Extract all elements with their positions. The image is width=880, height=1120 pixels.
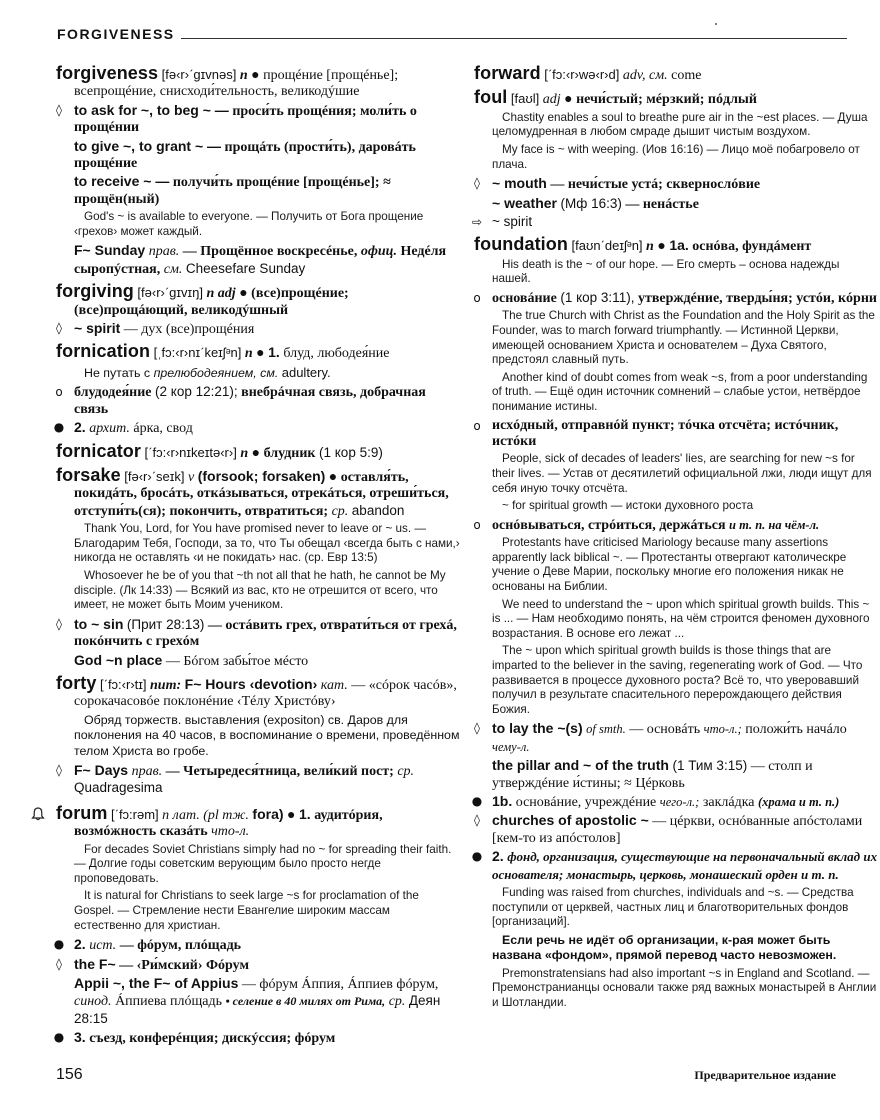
subsense-ru: основáние (492, 291, 557, 306)
entry-forum (53, 802, 460, 1048)
bullet-icon: ● (251, 445, 261, 461)
idiom-ru: — ‹Ри́мский› Фóрум (119, 957, 249, 973)
example: Chastity enables a soul to breathe pure air in the ~est places. — Душа целомудренная в любом смраде дышит чистым воздухом. (492, 110, 868, 139)
idiom-ru: Недéля сыропýстная, (74, 244, 447, 277)
example: The ~ upon which spiritual growth builds is those things that are imparted to the believer in the saving, regenerating work of God. — Что развивается в процессе духовного роста? Всё то, что уверовавший получил в результате спасительного перерождающего действия Божия. (492, 644, 863, 716)
idiom-en: F~ Days (74, 761, 129, 778)
entry-foul (471, 87, 878, 231)
example: Funding was raised from churches, individuals and ~s. — Средства поступили от церквей, частных лиц и благотворительных фондов [организаций]. (492, 885, 854, 929)
label: кат. (320, 677, 348, 693)
subsense-ru: оснóвываться, стрóиться, держáться (492, 517, 726, 533)
circle-icon: о (473, 291, 481, 305)
see-also (471, 214, 878, 231)
idiom (56, 975, 460, 1028)
idiom (56, 956, 460, 974)
diamond-icon: ◊ (56, 762, 62, 777)
note-text: Не путать с (84, 365, 151, 380)
running-head-rule (181, 38, 847, 39)
bullet-icon: ● (239, 286, 248, 302)
bullet-icon: ● (251, 68, 260, 83)
bullet-icon: ● (471, 793, 483, 808)
idiom-en: the F~ (74, 955, 116, 972)
gloss-note: • селение в 40 милях от Рима, (225, 994, 386, 1009)
idiom (56, 652, 460, 670)
definition: — «сóрок часóв», сорокачасовóе поклонéние ‹Тéлу Христóву› (74, 677, 457, 710)
idiom-ru: — цéркви, оснóванные апóстолами [кем-то из апóстолов] (492, 814, 863, 846)
example: People, sick of decades of leaders' lies, are searching for new ~s for their lives. — Устав от десятилетий официальной лжи, люди ищут для себя иную точку отсчёта. (492, 452, 872, 495)
entry-forward (474, 64, 878, 84)
transcription: [fə‹r›ˊgɪvɪŋ] (137, 285, 204, 301)
label: офиц. (360, 244, 397, 260)
bullet-icon: ● (471, 849, 483, 864)
example: Premonstratensians had also important ~s in England and Scotland. — Премонстранианцы основали также ряд важных монастырей в Англии и Шотландии. (492, 966, 877, 1009)
bullet-icon: ● (328, 469, 338, 485)
label: прав. (131, 763, 163, 779)
idiom (56, 138, 460, 173)
circle-icon: о (473, 418, 481, 433)
headword: forgiveness (56, 63, 159, 83)
bell-icon (30, 806, 46, 822)
example: Whosoever he be of you that ~th not all that he hath, he cannot be My disciple. (Лк 14:33) — Всякий из вас, кто не отрешится от всего, что имеет, не может быть Моим учеником. (74, 568, 446, 612)
bullet-icon: ● (53, 1030, 65, 1045)
sense-number: 2. (74, 419, 86, 436)
definition: фонд, организация, существующие на первоначальный вклад их основателя; монастырь, церковь, монашеский орден и т. п. (492, 849, 878, 882)
example: For decades Soviet Christians simply had no ~ for spreading their faith. — Долгие годы советским верующим было просто негде проповедовать. (74, 842, 452, 885)
sense (53, 419, 460, 437)
see-label: ср. (388, 994, 406, 1010)
sense (471, 848, 878, 884)
subsense-ru: внебрáчная связь, добрачная связь (74, 385, 426, 417)
definition: — фóрум, плóщадь (119, 938, 242, 954)
part-of-speech: n (240, 445, 249, 461)
idiom (474, 175, 878, 193)
usage-note (56, 365, 460, 381)
part-of-speech: adv, (622, 68, 646, 83)
bullet-icon: ● (256, 346, 265, 362)
headword: fornicator (56, 440, 142, 461)
idiom-en: F~ Sunday (74, 242, 146, 259)
see-label: ср. (331, 503, 349, 519)
idiom-ru: проси́ть прощéния; моли́ть о прощéнии (74, 103, 417, 136)
definition: оснóва, фундáмент (692, 239, 812, 255)
transcription: [ˊfɔ:‹r›tɪ] (100, 676, 147, 692)
idiom-en: ~ weather (492, 194, 557, 211)
bible-reference: (Прит 28:13) (126, 616, 205, 632)
idiom (56, 173, 460, 208)
label: что-л.; (703, 722, 742, 737)
bible-reference: (1 Тим 3:15) (672, 758, 748, 774)
idiom (56, 762, 460, 798)
entry-forsake (56, 466, 460, 670)
circle-icon: о (473, 517, 481, 532)
subsense-ru: исхóдный, отправнóй пункт; тóчка отсчёта; истóчник, истóки (492, 417, 839, 449)
label: (храма и т. п.) (758, 794, 840, 809)
definition: нечи́стый; мéрзкий; пóдлый (576, 92, 757, 108)
usage-note: Если речь не идёт об организации, к-рая может быть названа «фондом», прямой перевод часто невозможен. (492, 932, 837, 963)
entry-foundation (471, 234, 878, 1010)
transcription: [faʊnˊdeɪʃᵊn] (571, 238, 643, 254)
idiom (474, 757, 878, 792)
idiom-ru: — столп и утверждéние и́стины; ≈ Цéрковь (492, 759, 813, 791)
idiom (56, 242, 460, 278)
part-of-speech: num: (150, 677, 182, 693)
example: My face is ~ with weeping. (Иов 16:16) — Лицо моё побагровело от плача. (492, 143, 860, 171)
sense-number: 2. (74, 936, 86, 953)
usage-note: Обряд торжеств. выставления (expositon) св. Даров для поклонения на 40 часов, в воспоминание о времени, проведённом телом Христа во гробе. (74, 712, 460, 758)
idiom-ru: положи́ть начáло (745, 722, 847, 738)
headword: foul (474, 87, 508, 108)
idiom-ru: — основáть (629, 722, 701, 738)
idiom (56, 320, 460, 338)
bullet-icon: ● (53, 937, 65, 952)
example: His death is the ~ of our hope. — Его смерть – основа надежды нашей. (492, 257, 840, 286)
transcription: [ˊfɔ:rəm] (111, 806, 159, 822)
definition: (все)прощéние; (все)прощáющий, великодýшный (74, 286, 349, 318)
label: чему-л. (492, 739, 530, 754)
idiom-en: ~ spirit (74, 320, 121, 337)
part-of-speech: n adj (206, 286, 236, 302)
label: и т. п. на чём-л. (729, 517, 820, 532)
part-of-speech: n (244, 346, 253, 362)
cross-reference: abandon (351, 502, 405, 518)
headword: fornication (56, 341, 151, 362)
definition: оставля́ть, покидáть, бросáть, откáзываться, отрекáться, отреши́ться, отступи́ть(ся); покончить, отвратиться; (74, 469, 449, 519)
transcription: [ˊfɔ:‹r›wə‹r›d] (544, 67, 620, 82)
sense-number: 1b. (492, 792, 513, 809)
example: The true Church with Christ as the Foundation and the Holy Spirit as the Founder, was to march forward triumphantly. — Истинной Церкви, имеющей основанием Христа и основателем – Духа Святого, предстоял славный путь. (492, 309, 875, 367)
bible-reference: (Мф 16:3) (560, 195, 622, 211)
idiom (474, 720, 878, 756)
bullet-icon: ● (564, 92, 573, 108)
subsense (474, 418, 878, 451)
transcription: [fə‹r›ˊseɪk] (124, 468, 185, 484)
sense (471, 792, 878, 811)
label: архит. (89, 421, 130, 437)
idiom (56, 616, 460, 651)
transcription: [fə‹r›ˊgɪvnəs] (161, 67, 237, 82)
diamond-icon: ◊ (56, 616, 62, 631)
cross-reference: adultery. (281, 364, 331, 380)
subsense (474, 290, 878, 307)
headword: forgiving (56, 281, 134, 302)
idiom-ru: — Бóгом забы́тое мéсто (165, 653, 309, 669)
circle-icon: о (55, 385, 63, 400)
definition: áрка, свод (133, 421, 193, 437)
see-label: ср. (397, 763, 415, 779)
sense (53, 1029, 460, 1047)
bible-reference: (1 кор 5:9) (319, 444, 383, 460)
label: чего-л.; (659, 794, 700, 809)
diamond-icon: ◊ (56, 956, 62, 971)
idiom-en: to ask for ~, to beg ~ — (74, 101, 229, 118)
subsense (474, 517, 878, 534)
idiom-ru: Áппиева плóщадь (115, 994, 222, 1010)
sense (53, 936, 460, 954)
example: God's ~ is available to everyone. — Получить от Бога прощение ‹грехов› может каждый. (74, 210, 424, 238)
bullet-icon: ● (287, 807, 296, 823)
idiom-en: churches of apostolic ~ (492, 812, 649, 829)
arrow-right-icon: ⇨ (471, 215, 483, 229)
sense-number: 2. (492, 848, 504, 865)
columns (0, 64, 880, 1052)
definition: заклáдка (702, 794, 755, 810)
idiom-ru: — дух (все)прощéния (123, 322, 255, 338)
cross-reference: ~ spirit (492, 214, 533, 229)
idiom (474, 195, 878, 213)
sense-number: 1a. (669, 237, 689, 254)
label: что-л. (211, 824, 250, 840)
headword: foundation (474, 234, 568, 255)
sense-number: 1. (299, 805, 311, 822)
running-head-title: FORGIVENESS (57, 26, 175, 42)
idiom-en: Appii ~, the F~ of Appius (74, 974, 239, 991)
idiom-ru: — Четыредеся́тница, вели́кий пост; (165, 763, 394, 779)
label: ист. (89, 938, 117, 954)
page-footer (56, 1066, 836, 1104)
entry-forty (56, 674, 460, 798)
example: Thank You, Lord, for You have promised never to leave or ~ us. — Благодарим Тебя, Господи, за то, что Ты обещал ‹всегда быть с нами,› никогда не оставлять ‹и не покидать› нас. (ср. Евр 13:5) (74, 522, 460, 565)
idiom-ru: — нечи́стые устá; сквернослóвие (550, 177, 761, 193)
definition: прощéние [прощéнье]; всепрощéние, снисходи́тельность, великодýшие (74, 68, 399, 100)
definition: блуд, любодея́ние (283, 346, 390, 362)
definition: блудник (263, 445, 316, 461)
headword: forum (56, 802, 108, 823)
idiom-en: God ~n place (74, 651, 163, 668)
idiom-en: ~ mouth (492, 175, 547, 192)
idiom-ru: получи́ть прощéние [прощéнье]; ≈ прощён(ный) (74, 175, 391, 207)
transcription: [faʊl] (510, 91, 540, 107)
cross-reference: Quadragesima (74, 780, 163, 796)
example: It is natural for Christians to seek large ~s for proclamation of the Gospel. — Стремление нести Евангелие широким массам естественно для христиан. (74, 889, 419, 932)
idiom-en: the pillar and ~ of the truth (492, 757, 669, 774)
phrase-en: F~ Hours ‹devotion› (184, 675, 318, 692)
idiom-en: to receive ~ — (74, 173, 170, 190)
idiom (56, 102, 460, 137)
example: Protestants have criticised Mariology because many assertions apparently lack biblical ~. — Протестанты отвергают католическре учение о Деве Марии, поскольку многие его положения никак не основаны на Библии. (492, 536, 847, 593)
definition: съезд, конферéнция; дискýссия; фóрум (89, 1031, 336, 1047)
page-number: 156 (56, 1065, 83, 1083)
idiom-ru: — Прощённое воскресéнье, (182, 244, 358, 260)
idiom-en: to lay the ~(s) (492, 720, 583, 737)
plural-form: fora) (252, 805, 284, 822)
example: We need to understand the ~ upon which spiritual growth builds. This ~ is ... — Нам необходимо понять, на чём строится феномен духовного возрастания. В основе его лежат ... (492, 597, 870, 640)
left-column (53, 63, 460, 1052)
label: прав. (148, 244, 180, 260)
entry-forgiveness (56, 64, 460, 278)
idiom-en: to ~ sin (74, 615, 124, 632)
subsense-ru: утверждéние, тверды́ня; устóи, кóрни (637, 291, 877, 306)
part-of-speech: n лат. (pl тж. (162, 807, 249, 823)
idiom-ru: — остáвить грех, отврати́ться от грехá, покóнчить с грехóм (74, 617, 457, 650)
see-label: см. (260, 365, 279, 380)
subsense-ru: блудодея́ние (74, 385, 152, 401)
bible-reference: Деян 28:15 (74, 993, 441, 1026)
right-column (471, 63, 878, 1014)
see-label: см. (649, 68, 668, 83)
running-head (57, 22, 847, 42)
definition: основáние, учреждéние (515, 794, 657, 810)
label: синод. (74, 994, 112, 1010)
part-of-speech: n (239, 68, 248, 83)
bible-reference: (2 кор 12:21); (155, 384, 238, 400)
part-of-speech: v (188, 469, 195, 485)
cross-reference: Cheesefare Sunday (185, 260, 306, 276)
note-italic: прелюбодеянием, (153, 365, 257, 380)
diamond-icon: ◊ (56, 321, 62, 336)
subsense (56, 384, 460, 418)
diamond-icon: ◊ (474, 813, 480, 828)
cross-reference: come (671, 68, 702, 83)
definition: аудитóрия, возмóжность сказáть (74, 807, 383, 840)
label: of smth. (586, 722, 626, 737)
idiom-ru: прощáть (прости́ть), даровáть прощéние (74, 139, 416, 172)
example: ~ for spiritual growth — истоки духовного роста (502, 499, 754, 513)
scan-speck (715, 23, 717, 25)
sense-number: 1. (268, 344, 280, 361)
transcription: [ˌfɔ:‹r›nɪˊkeɪʃᵊn] (153, 345, 242, 361)
headword: forty (56, 672, 97, 693)
idiom (474, 812, 878, 847)
diamond-icon: ◊ (474, 721, 480, 736)
diamond-icon: ◊ (56, 102, 62, 117)
entry-forgiving (56, 282, 460, 338)
part-of-speech: n (646, 239, 654, 255)
bullet-icon: ● (53, 420, 65, 435)
example: Another kind of doubt comes from weak ~s, from a poor understanding of truth. — Ещё один источник сомнений – слабые устои, нетвёрдое понимание истины. (492, 370, 868, 413)
part-of-speech: adj (542, 92, 561, 108)
transcription: [ˊfɔ:‹r›nɪkeɪtə‹r›] (144, 444, 237, 460)
sense-number: 3. (74, 1029, 86, 1046)
verb-forms: (forsook; forsaken) (197, 467, 326, 484)
idiom-ru: — ненáстье (625, 196, 699, 212)
diamond-icon: ◊ (474, 176, 480, 191)
bullet-icon: ● (657, 239, 666, 255)
headword: forsake (56, 464, 121, 485)
see-label: см. (163, 261, 183, 277)
entry-fornicator (56, 442, 460, 462)
idiom-ru: — фóрум Áппия, Áппиев фóрум, (241, 976, 439, 992)
headword: forward (474, 63, 541, 83)
entry-fornication (53, 341, 460, 437)
idiom-en: to give ~, to grant ~ — (74, 137, 222, 154)
edition-note: Предварительное издание (694, 1067, 836, 1082)
bible-reference: (1 кор 3:11), (560, 290, 635, 305)
